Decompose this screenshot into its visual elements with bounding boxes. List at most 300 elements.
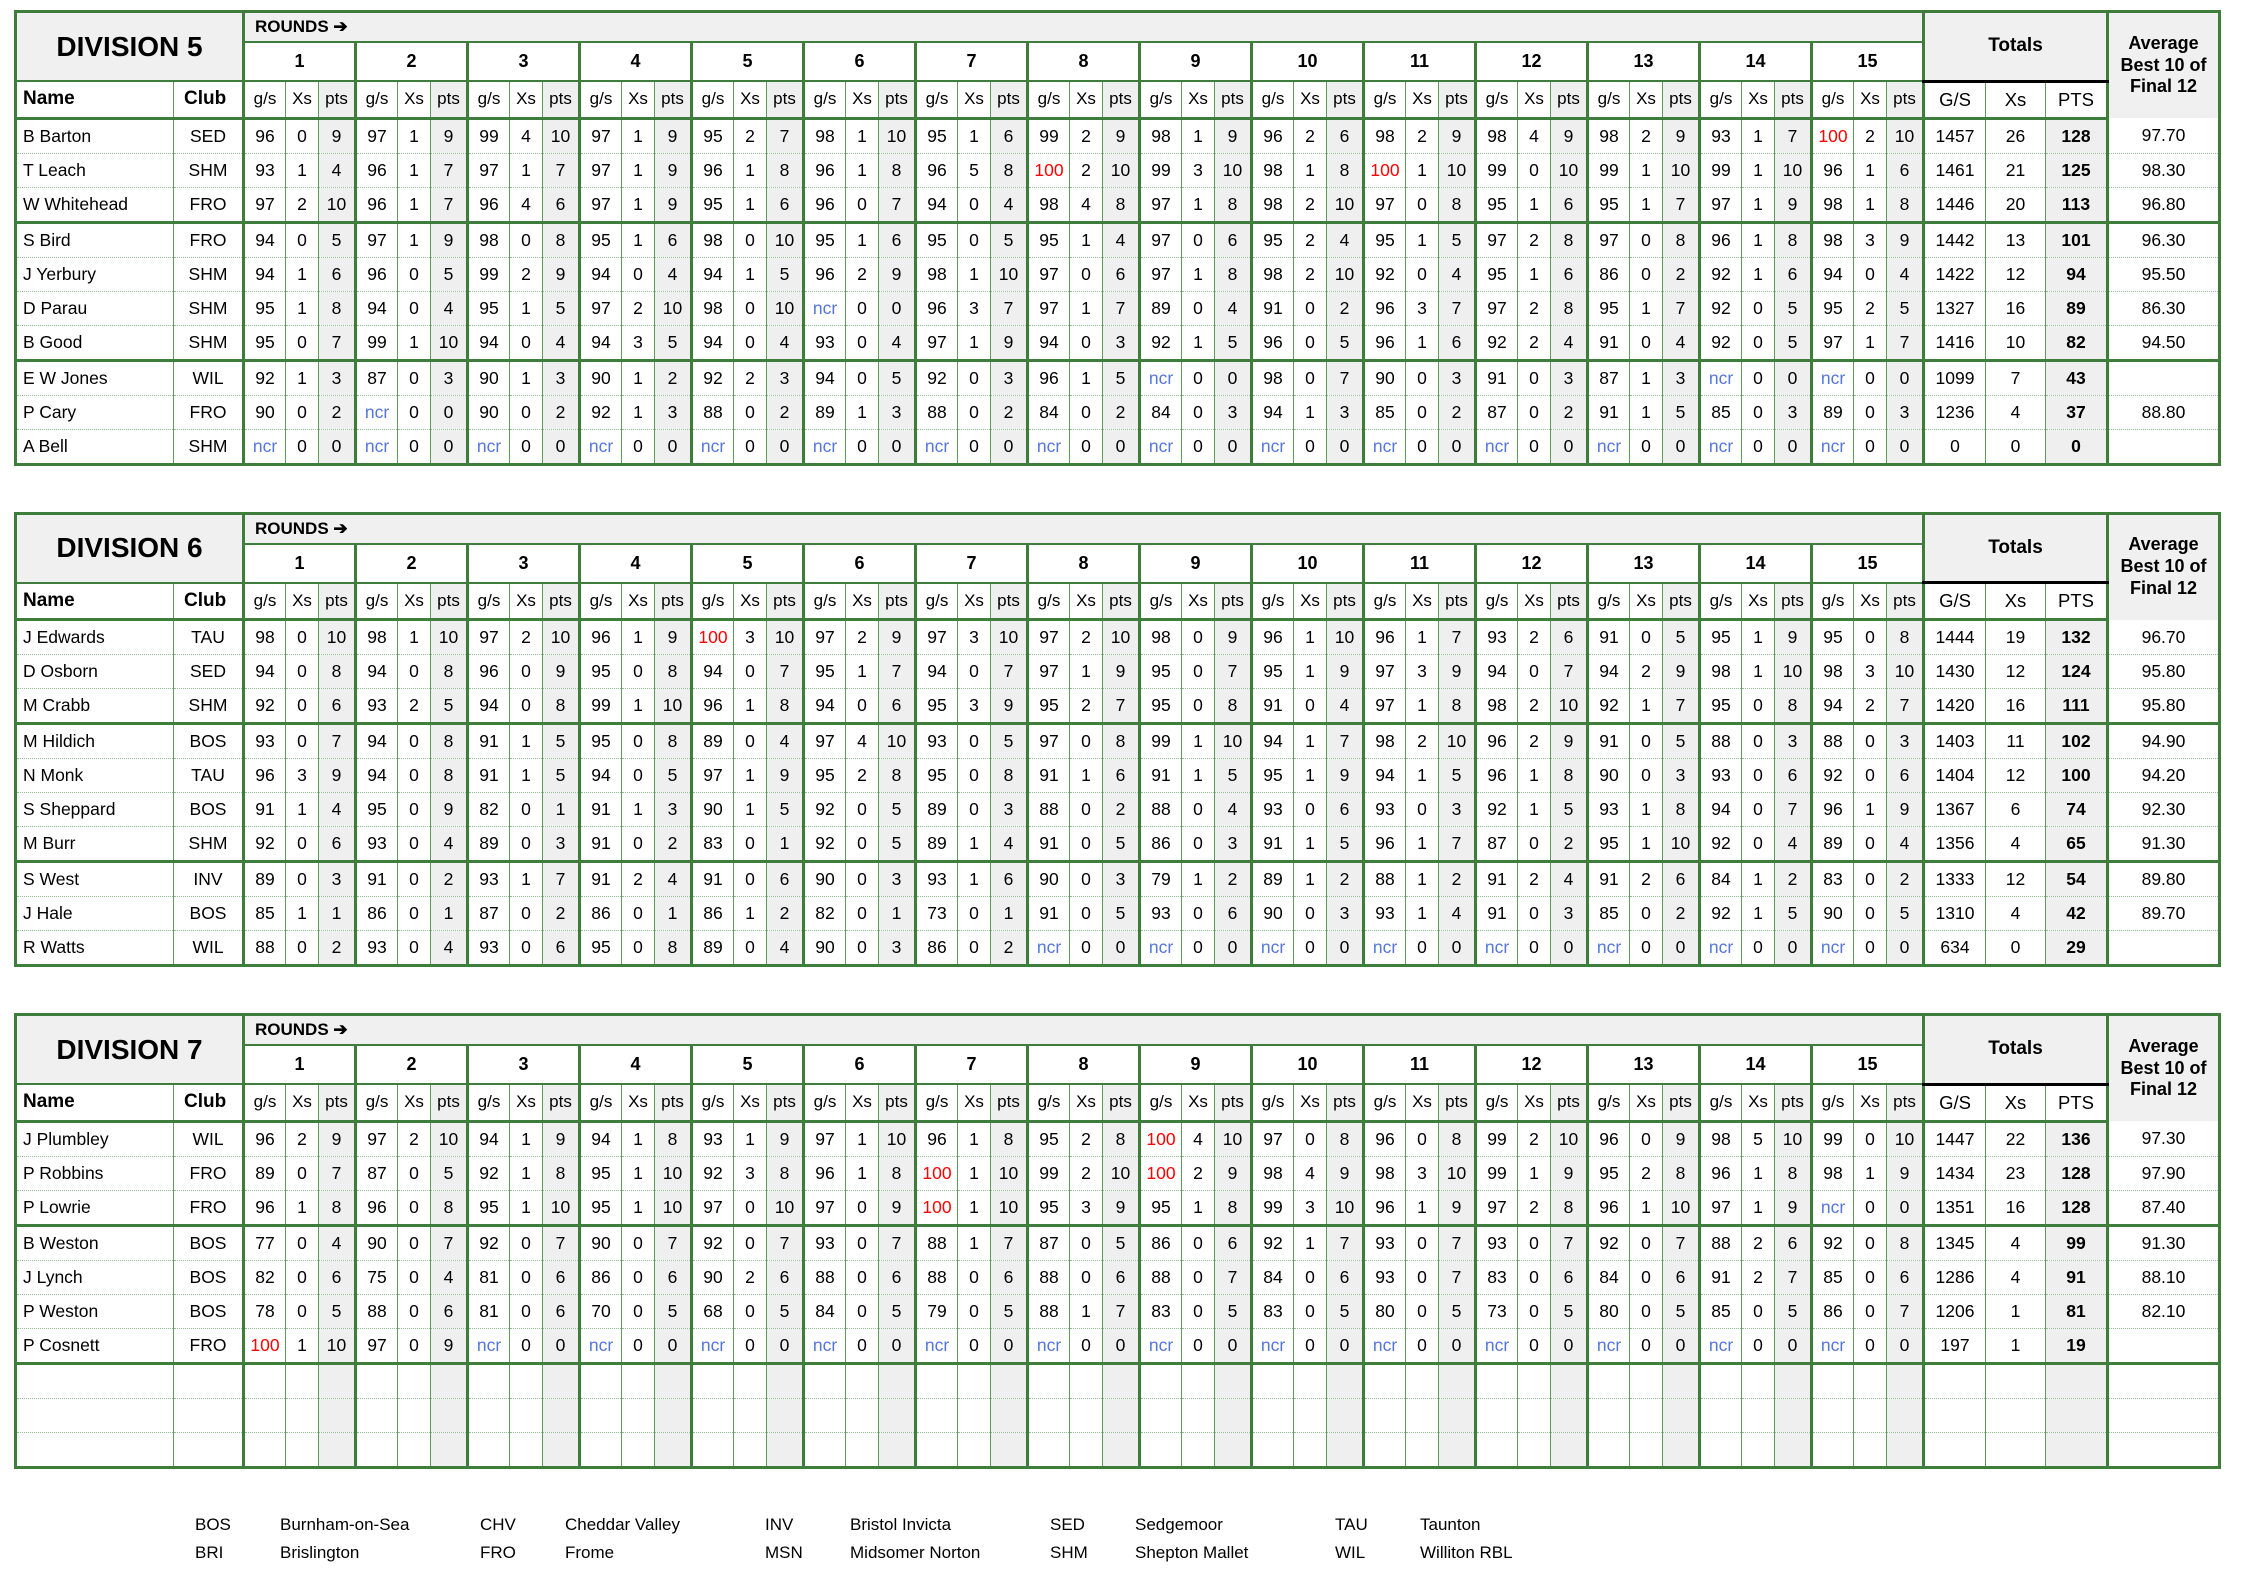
xs-cell: 3 bbox=[622, 325, 655, 360]
xs-cell: 0 bbox=[958, 724, 991, 759]
pts-cell: 6 bbox=[1551, 620, 1588, 655]
xs-cell: 1 bbox=[286, 897, 319, 931]
pts-cell: 0 bbox=[1103, 429, 1140, 464]
total-xs-cell: 10 bbox=[1986, 325, 2046, 360]
player-row bbox=[16, 1156, 2220, 1190]
total-xs-cell: 4 bbox=[1986, 395, 2046, 429]
xs-cell: 2 bbox=[1070, 1121, 1103, 1156]
pts-cell: 7 bbox=[1663, 291, 1700, 325]
xs-cell: 0 bbox=[1070, 429, 1103, 464]
pts-cell: 6 bbox=[543, 187, 580, 222]
gs-cell bbox=[468, 1363, 510, 1398]
gs-cell: 94 bbox=[916, 187, 958, 222]
pts-column-header: pts bbox=[1775, 583, 1812, 620]
round-number: 6 bbox=[804, 544, 916, 583]
xs-cell: 0 bbox=[1518, 429, 1551, 464]
total-gs-cell: 1457 bbox=[1924, 118, 1986, 153]
pts-column-header: pts bbox=[1327, 81, 1364, 118]
xs-cell: 0 bbox=[1406, 429, 1439, 464]
pts-cell bbox=[1887, 1363, 1924, 1398]
gs-cell: 92 bbox=[244, 689, 286, 724]
xs-cell: 1 bbox=[1182, 724, 1215, 759]
xs-cell: 1 bbox=[398, 187, 431, 222]
xs-cell: 0 bbox=[1182, 655, 1215, 689]
gs-cell: 96 bbox=[1252, 620, 1294, 655]
xs-cell: 1 bbox=[846, 1156, 879, 1190]
xs-cell: 0 bbox=[510, 222, 543, 257]
pts-cell: 2 bbox=[655, 827, 692, 862]
total-xs-cell: 12 bbox=[1986, 862, 2046, 897]
gs-cell: 96 bbox=[1476, 724, 1518, 759]
pts-cell: 10 bbox=[1215, 153, 1252, 187]
pts-cell: 4 bbox=[1439, 257, 1476, 291]
gs-cell: 88 bbox=[1140, 1260, 1182, 1294]
xs-cell: 0 bbox=[286, 1156, 319, 1190]
pts-cell: 8 bbox=[767, 1156, 804, 1190]
gs-cell: 94 bbox=[692, 655, 734, 689]
xs-cell: 2 bbox=[1518, 291, 1551, 325]
xs-cell: 0 bbox=[1518, 827, 1551, 862]
gs-cell: 95 bbox=[804, 655, 846, 689]
pts-cell: 9 bbox=[543, 655, 580, 689]
pts-cell: 7 bbox=[767, 1225, 804, 1260]
xs-cell: 1 bbox=[1070, 1294, 1103, 1328]
xs-cell bbox=[622, 1432, 655, 1467]
total-xs-cell: 19 bbox=[1986, 620, 2046, 655]
pts-cell: 6 bbox=[767, 1260, 804, 1294]
gs-cell: 98 bbox=[1812, 187, 1854, 222]
gs-cell: 97 bbox=[1476, 291, 1518, 325]
round-number: 4 bbox=[580, 42, 692, 81]
gs-cell: 98 bbox=[804, 118, 846, 153]
gs-cell bbox=[356, 1432, 398, 1467]
gs-cell bbox=[1252, 1432, 1294, 1467]
gs-cell: 91 bbox=[692, 862, 734, 897]
xs-cell: 2 bbox=[1406, 724, 1439, 759]
gs-cell: 91 bbox=[1252, 291, 1294, 325]
gs-cell: 98 bbox=[1364, 118, 1406, 153]
player-name-cell: J Plumbley bbox=[23, 1128, 109, 1149]
pts-cell: 3 bbox=[1887, 724, 1924, 759]
player-name-cell bbox=[16, 1398, 174, 1432]
gs-cell: 92 bbox=[1140, 325, 1182, 360]
gs-cell: 94 bbox=[356, 655, 398, 689]
gs-cell: 98 bbox=[1140, 620, 1182, 655]
xs-cell: 0 bbox=[510, 325, 543, 360]
pts-cell bbox=[543, 1432, 580, 1467]
pts-cell: 10 bbox=[1103, 620, 1140, 655]
gs-cell bbox=[692, 1398, 734, 1432]
xs-cell: 2 bbox=[1182, 1156, 1215, 1190]
xs-cell: 1 bbox=[622, 360, 655, 395]
pts-cell bbox=[1551, 1363, 1588, 1398]
pts-cell: 10 bbox=[1551, 1121, 1588, 1156]
xs-cell: 5 bbox=[958, 153, 991, 187]
total-gs-header: G/S bbox=[1924, 1084, 1986, 1121]
total-pts-cell: 94 bbox=[2046, 257, 2108, 291]
gs-cell: 95 bbox=[1588, 291, 1630, 325]
gs-column-header: g/s bbox=[1140, 583, 1182, 620]
pts-cell: 8 bbox=[1887, 1225, 1924, 1260]
gs-cell: 97 bbox=[356, 222, 398, 257]
xs-column-header: Xs bbox=[1742, 1084, 1775, 1121]
xs-column-header: Xs bbox=[958, 1084, 991, 1121]
gs-cell: 96 bbox=[1588, 1190, 1630, 1225]
xs-cell: 1 bbox=[1742, 1156, 1775, 1190]
pts-cell: 4 bbox=[1439, 897, 1476, 931]
pts-cell: 9 bbox=[655, 187, 692, 222]
xs-cell: 0 bbox=[1182, 931, 1215, 966]
pts-cell: 3 bbox=[1551, 360, 1588, 395]
xs-column-header: Xs bbox=[1070, 81, 1103, 118]
xs-cell: 2 bbox=[846, 759, 879, 793]
round-number: 10 bbox=[1252, 544, 1364, 583]
xs-column-header: Xs bbox=[1070, 583, 1103, 620]
pts-cell: 7 bbox=[1775, 118, 1812, 153]
pts-cell: 7 bbox=[1439, 827, 1476, 862]
round-number: 8 bbox=[1028, 42, 1140, 81]
xs-cell: 0 bbox=[958, 429, 991, 464]
total-gs-cell: 1434 bbox=[1924, 1156, 1986, 1190]
pts-cell: 2 bbox=[1103, 395, 1140, 429]
total-gs-cell: 1351 bbox=[1924, 1190, 1986, 1225]
gs-cell: 92 bbox=[1700, 325, 1742, 360]
pts-cell: 8 bbox=[879, 153, 916, 187]
xs-cell: 0 bbox=[510, 395, 543, 429]
pts-cell: 10 bbox=[1775, 655, 1812, 689]
xs-cell: 1 bbox=[958, 827, 991, 862]
gs-cell: ncr bbox=[1588, 931, 1630, 966]
xs-cell: 3 bbox=[1406, 291, 1439, 325]
xs-cell: 0 bbox=[1406, 257, 1439, 291]
xs-cell: 0 bbox=[1630, 222, 1663, 257]
gs-cell: 94 bbox=[468, 325, 510, 360]
xs-cell: 0 bbox=[1630, 1260, 1663, 1294]
gs-cell: ncr bbox=[1028, 1328, 1070, 1363]
xs-cell: 0 bbox=[1182, 291, 1215, 325]
gs-cell: ncr bbox=[1140, 429, 1182, 464]
gs-cell: 91 bbox=[1252, 827, 1294, 862]
gs-cell: ncr bbox=[1364, 931, 1406, 966]
pts-cell: 10 bbox=[1551, 153, 1588, 187]
gs-cell: 96 bbox=[916, 291, 958, 325]
gs-cell: 92 bbox=[1700, 827, 1742, 862]
pts-cell: 8 bbox=[319, 655, 356, 689]
xs-cell: 0 bbox=[398, 257, 431, 291]
xs-column-header: Xs bbox=[734, 583, 767, 620]
xs-cell: 0 bbox=[1406, 360, 1439, 395]
gs-cell: ncr bbox=[804, 291, 846, 325]
name-column-header: Name bbox=[16, 1084, 174, 1121]
gs-cell: 93 bbox=[468, 931, 510, 966]
gs-cell: 98 bbox=[692, 222, 734, 257]
gs-cell bbox=[1476, 1363, 1518, 1398]
gs-cell bbox=[1476, 1398, 1518, 1432]
average-cell: 97.90 bbox=[2108, 1156, 2220, 1190]
gs-cell: 90 bbox=[692, 1260, 734, 1294]
gs-column-header: g/s bbox=[1028, 81, 1070, 118]
gs-cell bbox=[916, 1398, 958, 1432]
xs-cell: 0 bbox=[398, 1328, 431, 1363]
xs-cell: 3 bbox=[1406, 1156, 1439, 1190]
player-row bbox=[16, 291, 2220, 325]
pts-cell: 9 bbox=[1551, 724, 1588, 759]
gs-cell: 87 bbox=[1028, 1225, 1070, 1260]
gs-cell: 99 bbox=[1028, 118, 1070, 153]
average-cell: 89.80 bbox=[2108, 862, 2220, 897]
xs-cell: 2 bbox=[1406, 118, 1439, 153]
xs-cell: 2 bbox=[286, 187, 319, 222]
xs-column-header: Xs bbox=[1742, 81, 1775, 118]
xs-cell: 0 bbox=[1070, 724, 1103, 759]
xs-cell bbox=[846, 1398, 879, 1432]
xs-column-header: Xs bbox=[398, 1084, 431, 1121]
gs-cell: 94 bbox=[356, 759, 398, 793]
xs-cell: 0 bbox=[1854, 862, 1887, 897]
gs-column-header: g/s bbox=[580, 1084, 622, 1121]
legend-club-code: SED bbox=[1050, 1514, 1085, 1534]
gs-column-header: g/s bbox=[356, 81, 398, 118]
gs-cell: 95 bbox=[580, 724, 622, 759]
round-number: 5 bbox=[692, 1045, 804, 1084]
pts-cell: 4 bbox=[1887, 257, 1924, 291]
gs-cell: 92 bbox=[1700, 897, 1742, 931]
xs-cell: 0 bbox=[1742, 1294, 1775, 1328]
round-number: 12 bbox=[1476, 544, 1588, 583]
player-row bbox=[16, 360, 2220, 395]
gs-cell: 93 bbox=[916, 724, 958, 759]
pts-cell: 0 bbox=[1887, 429, 1924, 464]
total-pts-cell: 0 bbox=[2046, 429, 2108, 464]
gs-cell: ncr bbox=[1812, 360, 1854, 395]
pts-cell: 0 bbox=[1663, 931, 1700, 966]
xs-cell: 1 bbox=[1630, 153, 1663, 187]
pts-cell: 7 bbox=[1439, 291, 1476, 325]
pts-cell: 6 bbox=[879, 1260, 916, 1294]
xs-cell: 2 bbox=[286, 1121, 319, 1156]
round-number: 13 bbox=[1588, 42, 1700, 81]
gs-cell: 92 bbox=[1812, 759, 1854, 793]
gs-column-header: g/s bbox=[1700, 1084, 1742, 1121]
xs-cell: 1 bbox=[1742, 1190, 1775, 1225]
pts-column-header: pts bbox=[767, 583, 804, 620]
pts-cell bbox=[431, 1432, 468, 1467]
legend-club-name: Frome bbox=[565, 1542, 615, 1562]
pts-cell: 10 bbox=[1439, 1156, 1476, 1190]
gs-cell: 95 bbox=[1700, 689, 1742, 724]
gs-cell: 93 bbox=[1476, 620, 1518, 655]
gs-cell: 95 bbox=[468, 291, 510, 325]
gs-cell: 95 bbox=[1588, 827, 1630, 862]
pts-cell: 7 bbox=[1327, 724, 1364, 759]
xs-cell: 0 bbox=[1182, 897, 1215, 931]
xs-column-header: Xs bbox=[1182, 1084, 1215, 1121]
gs-column-header: g/s bbox=[244, 583, 286, 620]
gs-cell: 96 bbox=[804, 1156, 846, 1190]
pts-cell: 7 bbox=[1215, 1260, 1252, 1294]
gs-cell: 90 bbox=[804, 931, 846, 966]
xs-cell: 2 bbox=[1518, 1190, 1551, 1225]
xs-cell: 0 bbox=[1182, 793, 1215, 827]
gs-cell bbox=[1476, 1432, 1518, 1467]
legend-club-code: BRI bbox=[195, 1542, 224, 1562]
pts-column-header: pts bbox=[431, 81, 468, 118]
gs-cell: 96 bbox=[1364, 1190, 1406, 1225]
club-cell: WIL bbox=[174, 1121, 244, 1156]
gs-cell: 91 bbox=[356, 862, 398, 897]
pts-cell bbox=[319, 1363, 356, 1398]
total-pts-header: PTS bbox=[2046, 583, 2108, 620]
xs-cell: 0 bbox=[1182, 827, 1215, 862]
gs-cell: 93 bbox=[468, 862, 510, 897]
xs-cell: 4 bbox=[1518, 118, 1551, 153]
pts-cell: 7 bbox=[1663, 187, 1700, 222]
average-cell: 94.50 bbox=[2108, 325, 2220, 360]
average-cell: 96.70 bbox=[2108, 620, 2220, 655]
gs-cell bbox=[804, 1432, 846, 1467]
xs-cell bbox=[1854, 1398, 1887, 1432]
gs-column-header: g/s bbox=[692, 1084, 734, 1121]
xs-cell: 2 bbox=[1070, 118, 1103, 153]
xs-cell: 2 bbox=[1518, 1121, 1551, 1156]
pts-cell: 10 bbox=[431, 1121, 468, 1156]
xs-cell: 0 bbox=[734, 222, 767, 257]
gs-cell: 97 bbox=[244, 187, 286, 222]
gs-cell: 95 bbox=[356, 793, 398, 827]
pts-cell: 9 bbox=[1103, 655, 1140, 689]
legend-club-code: TAU bbox=[1335, 1514, 1368, 1534]
total-xs-cell: 1 bbox=[1986, 1328, 2046, 1363]
pts-cell: 0 bbox=[1775, 360, 1812, 395]
gs-cell: 97 bbox=[1364, 187, 1406, 222]
xs-cell: 0 bbox=[1406, 187, 1439, 222]
pts-cell: 0 bbox=[655, 1328, 692, 1363]
pts-cell: 0 bbox=[1775, 931, 1812, 966]
pts-cell: 10 bbox=[1103, 1156, 1140, 1190]
gs-cell: 94 bbox=[244, 222, 286, 257]
xs-cell: 0 bbox=[286, 222, 319, 257]
gs-cell: 94 bbox=[1252, 724, 1294, 759]
round-number: 7 bbox=[916, 544, 1028, 583]
xs-cell: 0 bbox=[1854, 1121, 1887, 1156]
pts-cell bbox=[1103, 1363, 1140, 1398]
gs-cell: 85 bbox=[1588, 897, 1630, 931]
gs-cell: 86 bbox=[580, 1260, 622, 1294]
pts-column-header: pts bbox=[431, 583, 468, 620]
total-gs-cell: 1345 bbox=[1924, 1225, 1986, 1260]
gs-cell: 98 bbox=[468, 222, 510, 257]
pts-cell: 3 bbox=[1439, 360, 1476, 395]
xs-cell: 0 bbox=[846, 827, 879, 862]
pts-cell: 7 bbox=[767, 118, 804, 153]
pts-cell: 5 bbox=[1551, 1294, 1588, 1328]
pts-cell: 3 bbox=[879, 862, 916, 897]
pts-cell: 0 bbox=[1215, 429, 1252, 464]
xs-cell bbox=[286, 1363, 319, 1398]
xs-cell: 0 bbox=[958, 897, 991, 931]
gs-cell: 97 bbox=[692, 1190, 734, 1225]
pts-cell: 9 bbox=[319, 1121, 356, 1156]
gs-cell: 95 bbox=[580, 222, 622, 257]
xs-cell: 1 bbox=[1294, 827, 1327, 862]
xs-cell: 1 bbox=[1294, 862, 1327, 897]
pts-cell: 8 bbox=[1215, 689, 1252, 724]
gs-cell: 88 bbox=[1700, 724, 1742, 759]
gs-cell: 96 bbox=[244, 1190, 286, 1225]
gs-cell: 97 bbox=[580, 187, 622, 222]
xs-cell: 0 bbox=[734, 931, 767, 966]
gs-column-header: g/s bbox=[1588, 81, 1630, 118]
gs-cell: 91 bbox=[1140, 759, 1182, 793]
xs-cell: 0 bbox=[1182, 1225, 1215, 1260]
xs-column-header: Xs bbox=[510, 1084, 543, 1121]
pts-column-header: pts bbox=[879, 583, 916, 620]
gs-cell: 93 bbox=[356, 689, 398, 724]
gs-cell: 88 bbox=[1700, 1225, 1742, 1260]
pts-cell: 10 bbox=[1775, 153, 1812, 187]
pts-cell: 8 bbox=[1215, 257, 1252, 291]
round-number: 9 bbox=[1140, 42, 1252, 81]
pts-cell: 10 bbox=[879, 1121, 916, 1156]
gs-cell: 95 bbox=[580, 655, 622, 689]
xs-cell bbox=[1182, 1363, 1215, 1398]
xs-cell: 4 bbox=[1070, 187, 1103, 222]
xs-cell: 1 bbox=[1406, 620, 1439, 655]
average-cell: 95.50 bbox=[2108, 257, 2220, 291]
total-xs-cell: 4 bbox=[1986, 1260, 2046, 1294]
xs-cell: 0 bbox=[286, 655, 319, 689]
player-name-cell: S Sheppard bbox=[16, 793, 174, 827]
xs-cell: 1 bbox=[622, 395, 655, 429]
pts-column-header: pts bbox=[1103, 583, 1140, 620]
gs-cell: 90 bbox=[692, 793, 734, 827]
xs-cell: 4 bbox=[510, 187, 543, 222]
gs-cell: 89 bbox=[1812, 395, 1854, 429]
xs-cell: 0 bbox=[1294, 931, 1327, 966]
pts-cell: 7 bbox=[319, 1156, 356, 1190]
xs-cell: 3 bbox=[958, 689, 991, 724]
pts-cell: 8 bbox=[1551, 291, 1588, 325]
xs-cell: 2 bbox=[510, 620, 543, 655]
pts-cell: 7 bbox=[879, 187, 916, 222]
pts-cell: 8 bbox=[991, 1121, 1028, 1156]
pts-cell: 6 bbox=[1887, 153, 1924, 187]
pts-cell: 6 bbox=[319, 1260, 356, 1294]
gs-cell: 79 bbox=[916, 1294, 958, 1328]
xs-column-header: Xs bbox=[1518, 1084, 1551, 1121]
gs-cell: 91 bbox=[244, 793, 286, 827]
gs-cell: 95 bbox=[244, 325, 286, 360]
gs-cell: 89 bbox=[804, 395, 846, 429]
gs-column-header: g/s bbox=[1476, 1084, 1518, 1121]
gs-cell: 89 bbox=[916, 827, 958, 862]
pts-cell: 8 bbox=[431, 759, 468, 793]
gs-cell: 100 bbox=[1364, 153, 1406, 187]
gs-cell: 90 bbox=[1812, 897, 1854, 931]
xs-cell: 1 bbox=[286, 257, 319, 291]
pts-cell: 5 bbox=[1775, 325, 1812, 360]
gs-cell: 95 bbox=[1812, 620, 1854, 655]
pts-cell: 4 bbox=[991, 827, 1028, 862]
pts-cell: 5 bbox=[319, 222, 356, 257]
pts-cell: 5 bbox=[767, 257, 804, 291]
gs-cell: 99 bbox=[468, 257, 510, 291]
gs-cell: 91 bbox=[580, 827, 622, 862]
pts-cell: 10 bbox=[767, 291, 804, 325]
pts-cell bbox=[655, 1363, 692, 1398]
gs-cell: ncr bbox=[244, 429, 286, 464]
round-number: 7 bbox=[916, 1045, 1028, 1084]
